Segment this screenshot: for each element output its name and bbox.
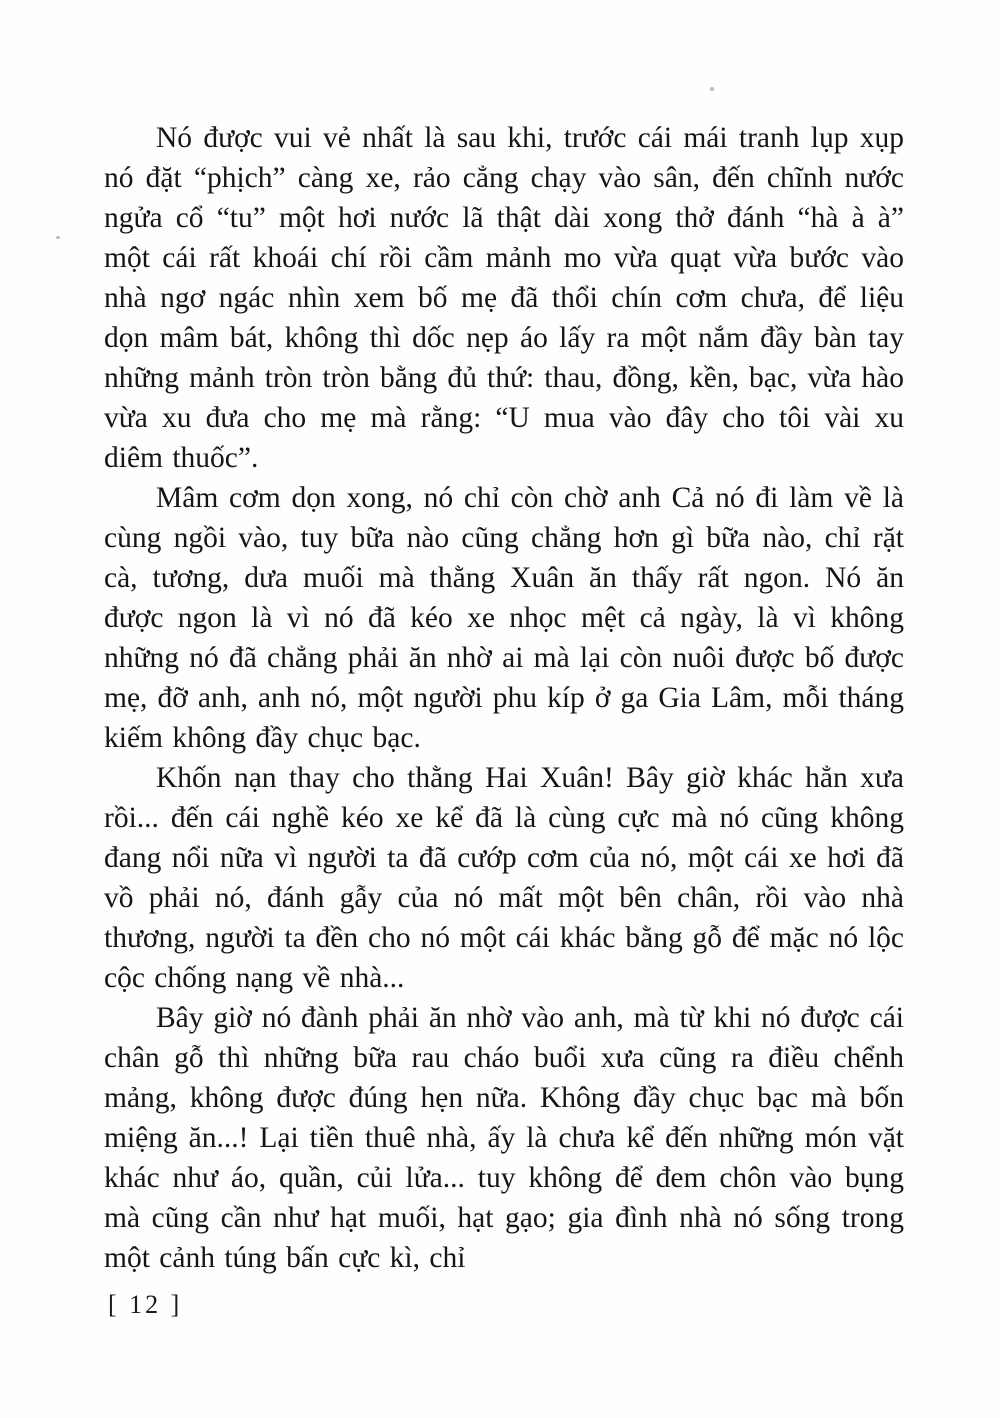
- scan-speck: [710, 87, 714, 91]
- page-number: [ 12 ]: [108, 1290, 183, 1319]
- paragraph-4: Bây giờ nó đành phải ăn nhờ vào anh, mà từ khi nó được cái chân gỗ thì những bữa rau cháo buổi xưa cũng ra điều chểnh mảng, không được đúng hẹn nữa. Không đầy chục bạc mà bốn miệng ăn...! Lại tiền thuê nhà, ấy là chưa kể đến những món vặt khác như áo, quần, củi lửa... tuy không để đem chôn vào bụng mà cũng cần như hạt muối, hạt gạo; gia đình nhà nó sống trong một cảnh túng bấn cực kì, chỉ: [104, 1002, 904, 1274]
- scan-speck: [56, 236, 60, 239]
- body-text: [104, 118, 904, 1278]
- paragraph-1: Nó được vui vẻ nhất là sau khi, trước cái mái tranh lụp xụp nó đặt “phịch” càng xe, rảo cẳng chạy vào sân, đến chĩnh nước ngửa cổ “tu” một hơi nước lã thật dài xong thở đánh “hà à à” một cái rất khoái chí rồi cầm mảnh mo vừa quạt vừa bước vào nhà ngơ ngác nhìn xem bố mẹ đã thổi chín cơm chưa, để liệu dọn mâm bát, không thì dốc nẹp áo lấy ra một nắm đầy bàn tay những mảnh tròn tròn bằng đủ thứ: thau, đồng, kền, bạc, vừa hào vừa xu đưa cho mẹ mà rằng: “U mua vào đây cho tôi vài xu diêm thuốc”.: [104, 122, 904, 474]
- paragraph-2: Mâm cơm dọn xong, nó chỉ còn chờ anh Cả nó đi làm về là cùng ngồi vào, tuy bữa nào cũng chẳng hơn gì bữa nào, chỉ rặt cà, tương, dưa muối mà thằng Xuân ăn thấy rất ngon. Nó ăn được ngon là vì nó đã kéo xe nhọc mệt cả ngày, là vì không những nó đã chẳng phải ăn nhờ ai mà lại còn nuôi được bố được mẹ, đỡ anh, anh nó, một người phu kíp ở ga Gia Lâm, mỗi tháng kiếm không đầy chục bạc.: [104, 482, 904, 754]
- paragraph-3: Khốn nạn thay cho thằng Hai Xuân! Bây giờ khác hẳn xưa rồi... đến cái nghề kéo xe kể đã là cùng cực mà nó cũng không đang nổi nữa vì người ta đã cướp cơm của nó, một cái xe hơi đã vồ phải nó, đánh gẫy của nó mất một bên chân, rồi vào nhà thương, người ta đền cho nó một cái khác bằng gỗ để mặc nó lộc cộc chống nạng về nhà...: [104, 762, 904, 994]
